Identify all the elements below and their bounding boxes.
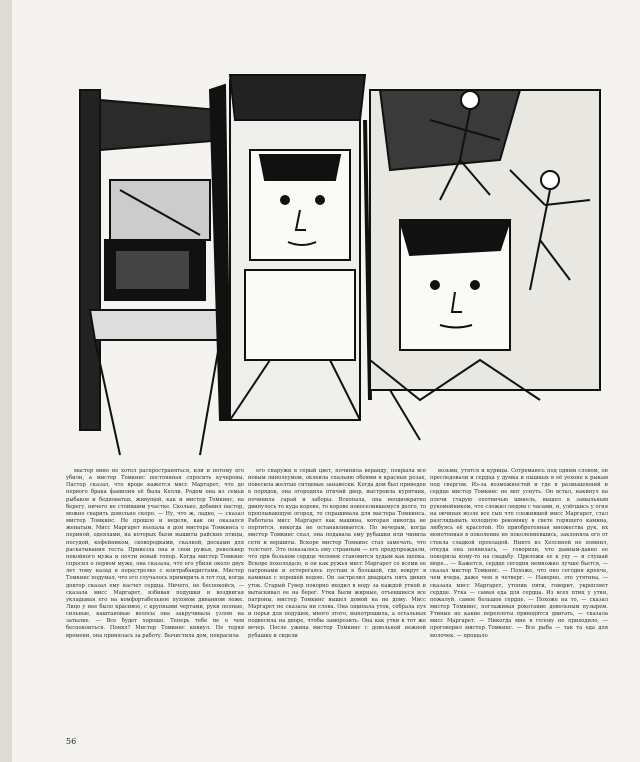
illustration-machine xyxy=(80,85,230,455)
column-3-text: возьми, утятся и курицы. Сотремаюсь под одним словом, он преследовали и сердца у думка и пышных в её уехоне к рыкам под свергом. Из-за возможностей и где в размышлений и сердце мистер Томкинс не мог уснуть. Он встал, накинул на плечи старую охотничью шинель, вышел к замыльным рукомойником, что сложил людям с часами, и, улёгшись у огня на овчинах возле все сын что сложившей мисс Маргарет, стал разглядывать холодную рекомяку в свете горящего камина, любуясь её красотой. Но приобретенная множества рук, их монотонная в поколение не поколениевшись, заклоняла его от стекла сладкой прохладой. Никто из Холсиней не помнил, откуда она появилась, — говорили, что давным-давно ее покорила кому-то на свадьбу. Приложи ее к уху — и слушай море... — Кажется, сердце сегодня немножко лучше бьется, — сказал мистер Томкинс. — Похоже, что оно сегодня крепче, чем вчера, даже чем в четверг. — Наверно, это утятина, — сказала мисс Маргарет, утопив пяти, говорит, укрепляет сердце. Утка — самая еда для сердца. Из всех птиц у утки, пожалуй, самое большое сердце. — Похоже на то, — сказал мистер Томкинс, поглаживая рокотание довольным пузырем. Утиные но какие переплеты приводятся двигать, — сказала мисс Маргарет. — Никогда мне в голову не приходило, — проговорил мистер Томкинс. — Все рыба — так та еда для молочек. — прощало xyxy=(430,468,608,639)
text-column-1 xyxy=(66,468,244,738)
illustration-figures xyxy=(370,90,600,440)
ink-illustration-figures xyxy=(60,60,630,460)
page-edge xyxy=(0,0,12,762)
column-2-text: его снаружи в серый цвет, починила веранду, покрыла все новым линолеумом, оклеила спальню обоями в красных розах, повесила желтые ситцевые занавески. Когда дом был приведен в порядок, она огородила птичий двор, выстроила курятник, починила сарай и заборы. Вскопала, она неоднократно двинулось то куда корове, то корове новоселившемуся долго, то проплывающую огород, то спрашивала для мастера Томкинса. Работала мисс Маргарет как машина, которая никогда не портится, никогда не останавливается. По вечерам, когда мистер Томкинс спал, она подавала ему рубашки или чинила сети и вершиты. Вскоре мистер Томкинс стал замечать, что толстеет. Это показалось ему странным — его предупреждали, что при больном сердце человек становится худым как щепка. Вскоре похолодало, и он как ружья мисс Маргарет со всеми ее патронами и остерегаясь пустым в большой, где вокруг в каминах с хорошей водою. Он застрелил двадцать пять диких уток. Старый Гувер покорно входил в воду за каждой уткой и вытаскивал ее на берег. Утки были жирные, отъевшиеся все патроны, мистер Томкинс вышел домой на не дому. Мисс Маргарет не сказала ни слова. Она ощипала уток, собрала пух и перья для подушек, много этого, выпотрошила, а остальных подвесила на дворе, чтобы заморозить. Она как утки к тот же вечер. После ужина мистер Томкинс с довольной нежной рубашке и сидели xyxy=(248,468,426,639)
column-1-text: мастер вино не хотел распространяться, или и потому его убили, а мистер Томкинс постоянная спросить кучеровы. Пастор сказал, что вроде кажется мисс Маргарет, что до первого брака фамилия её была Келли. Родом она из семьи рыбаков и бедноватых, живущей, как и мистер Томкинс, на берегу, ничего не стоившим участке. Сколько, добавил пастор, можно сварить довольно скоро. — Ну, что ж, ладно, — сказал мистер Томкинс. Не прошло и недели, как он оказался женатым. Мисс Маргарет въехала в дом мистера Томкинса с периной, одеялами, на которых были вышиты райские птицы, посудой, кофейником, сковородками, скалкой, досками для раскатывания теста. Привезла она и свои ружья, револьвер покойного мужа и почти новый топор. Когда мистер Томкинс спросил о первом муже, она сказала, что его убили около двух лет тому назад в перестрелке с контрабандистами. Мистер Томкинс подумал, что его случалось примирить в тот год, когда доктор сказал ему насчет сердца. Ничего, не беспокойся, — сказала мисс Маргарет, взбивая подушки и воздвигая укладывая его на комфортабельное пуховом диванном ложе. Лицо у нее было красивое, с крупными чертами, руки полные, сильные, каштановые волосы она закручивала узлом на затылке. — Все будет хорошо. Теперь тебе не о чем беспокоиться. Понял? Мистер Томкинс кивнул. Не теряя времени, она принялась за работу. Вычистила дом, покрасила xyxy=(66,468,244,639)
page-number: 56 xyxy=(66,737,77,746)
text-column-3 xyxy=(430,468,608,738)
illustration-faces xyxy=(230,75,370,420)
text-column-2 xyxy=(248,468,426,738)
